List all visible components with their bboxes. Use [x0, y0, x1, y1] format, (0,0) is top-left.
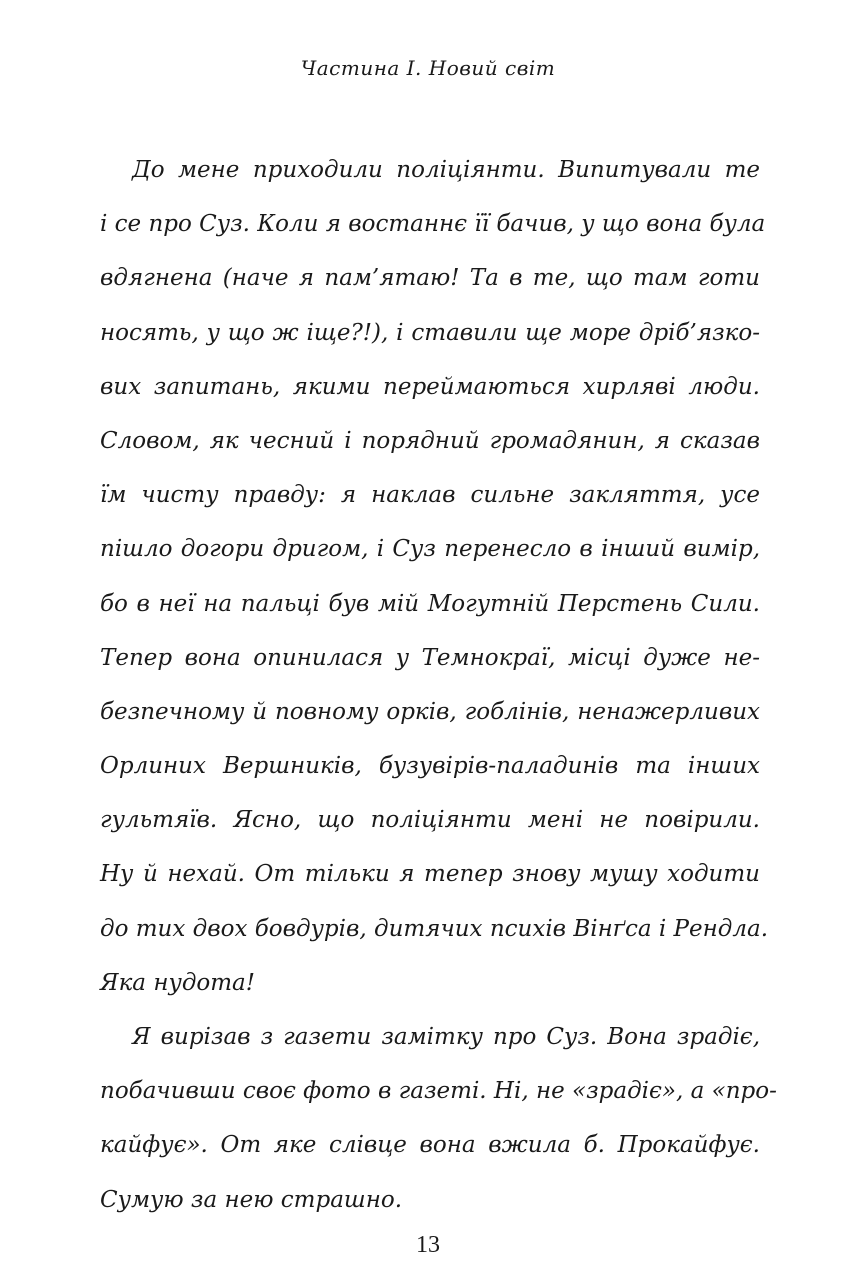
text-line: До мене приходили поліціянти. Випитували те [132, 157, 760, 183]
text-line: Орлиних Вершників, бузувірів-паладинів та інших [100, 753, 760, 780]
text-line: і се про Суз. Коли я востаннє її бачив, у що вона була [100, 211, 766, 238]
text-line: Тепер вона опинилася у Темнокраї, місці дуже не- [100, 644, 760, 671]
text-line: носять, у що ж іще?!), і ставили ще море дріб’язко- [100, 319, 760, 346]
text-line: бо в неї на пальці був мій Могутній Перстень Сили. [100, 590, 760, 617]
paragraph-2 [100, 1010, 777, 1227]
running-head: Частина I. Новий світ [300, 56, 556, 80]
paragraph-1 [100, 143, 768, 1010]
body-text [100, 143, 777, 1227]
text-line: Яка нудота! [100, 969, 256, 996]
text-line: Ну й нехай. От тільки я тепер знову мушу ходити [100, 861, 760, 888]
page-number: 13 [416, 1232, 440, 1258]
text-line: кайфує». От яке слівце вона вжила б. Прокайфує. [100, 1132, 760, 1159]
text-line: вих запитань, якими переймаються хирляві люди. [100, 373, 760, 400]
text-line: Сумую за нею страшно. [100, 1186, 403, 1213]
text-line: до тих двох бовдурів, дитячих психів Вінґса і Рендла. [100, 915, 768, 942]
text-line: вдягнена (наче я пам’ятаю! Та в те, що там готи [100, 265, 760, 292]
text-line: Я вирізав з газети замітку про Суз. Вона зрадіє, [132, 1024, 760, 1050]
text-line: гультяїв. Ясно, що поліціянти мені не повірили. [100, 807, 760, 834]
text-line: побачивши своє фото в газеті. Ні, не «зрадіє», а «про- [100, 1078, 777, 1105]
text-line: Словом, як чесний і порядний громадянин, я сказав [100, 427, 760, 454]
text-line: безпечному й повному орків, гоблінів, ненажерливих [100, 698, 760, 725]
text-line: пішло догори дригом, і Суз перенесло в інший вимір, [100, 536, 760, 563]
text-line: їм чисту правду: я наклав сильне закляття, усе [100, 482, 760, 509]
